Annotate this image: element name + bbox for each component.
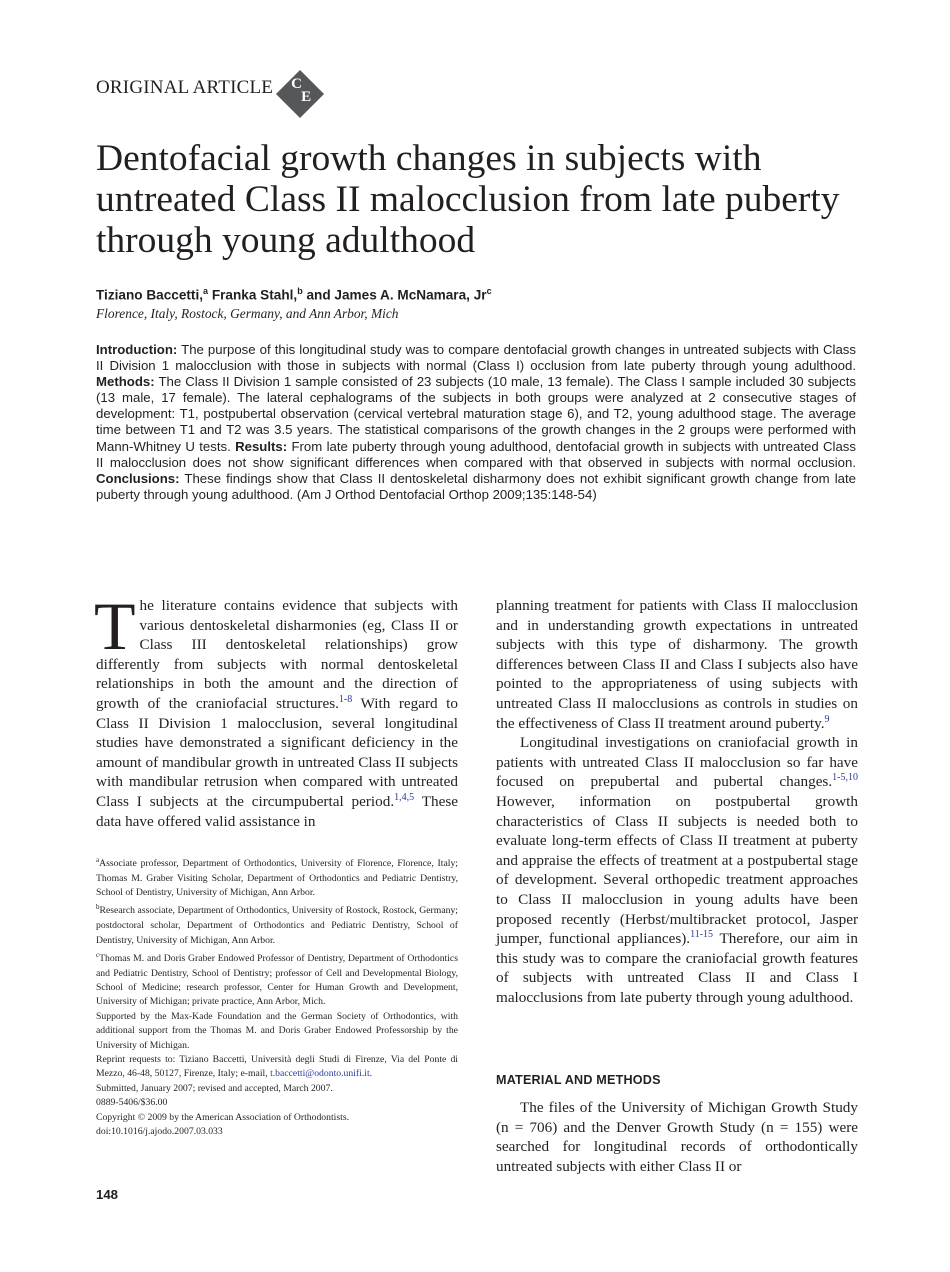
footnote-mark: b [96,903,100,912]
citation-link[interactable]: 1-8 [338,693,353,705]
abstract-conclusions-label: Conclusions: [96,470,180,486]
badge-letter-c: C [291,76,302,92]
author-name: Franka Stahl, [211,287,298,303]
body-text: planning treatment for patients with Class II malocclusion and in understanding growth expectations in untreated subjects with this type of disharmony. The growth differences between Class II and Class I subjects also have pointed to the appropriateness of using subjects with untreated Class II malocclusions as controls in studies on the effectiveness of Class II treatment around puberty. [496,597,858,732]
body-paragraph [94,588,458,831]
author-affil-mark: c [486,286,492,296]
citation-link[interactable]: 9 [824,713,830,725]
footnote-text: Reprint requests to: Tiziano Baccetti, Università degli Studi di Firenze, Via del Ponte di Mezzo, 46-48, 50127, Firenze, Italy; e-mail, [96,1053,458,1080]
article-header [96,68,325,108]
footnote-issn: 0889-5406/$36.00 [96,1097,168,1109]
abstract-methods-label: Methods: [96,374,155,390]
email-link[interactable]: t.baccetti@odonto.unifi.it [270,1068,370,1080]
author-affil-mark: b [297,286,303,296]
section-label: ORIGINAL ARTICLE [96,77,274,98]
body-text: Therefore, our aim in this study was to compare the craniofacial growth features of subjects with untreated Class II and Class I malocclusions from late puberty through young adulthood. [496,930,858,1006]
abstract-methods-text: The Class II Division 1 sample consisted of 23 subjects (10 male, 13 female). The Class I sample included 30 subjects (13 male, 17 female). The lateral cephalograms of the subjects in both groups were analyzed at 2 consecutive stages of development: T1, postpubertal observation (cervical vertebral maturation stage 6), and T2, young adulthood stage. The average time between T1 and T2 was 3.5 years. The statistical comparisons of the growth changes in the 2 groups were performed with Mann-Whitney U tests. [96,374,856,454]
footnote-text: . [369,1068,373,1080]
abstract-results-text: From late puberty through young adulthood, dentofacial growth in subjects with untreated Class II malocclusion does not show significant differences when compared with that observed in subjects with normal occlusion. [96,438,856,470]
body-text: Longitudinal investigations on craniofacial growth in patients with untreated Class II malocclusion so far have focused on prepubertal and pubertal changes. [496,734,858,791]
citation-link[interactable]: 1,4,5 [394,791,415,803]
footnote-support: Supported by the Max-Kade Foundation and the German Society of Orthodontics, with additional support from the Thomas M. and Doris Graber Endowed Professorship by the University of Michigan. [96,1010,458,1051]
body-column-right [496,596,858,1007]
footnotes [96,853,458,1139]
footnote-mark: c [96,950,100,959]
body-paragraph [496,733,858,1007]
abstract [96,342,856,503]
body-paragraph: The files of the University of Michigan Growth Study (n = 706) and the Denver Growth Study (n = 155) were searched for longitudinal records of orthodontically untreated subjects with either Class II or [496,1099,858,1175]
footnote-affiliation-b [96,900,458,947]
page-number: 148 [96,1187,119,1202]
badge-letter-e: E [301,89,312,105]
citation-link[interactable]: 1-5,10 [832,772,858,784]
body-text: These data have offered valid assistance in [96,792,458,830]
footnote-text: Thomas M. and Doris Graber Endowed Professor of Dentistry, Department of Orthodontics and Pediatric Dentistry, School of Dentistry; professor of Cell and Developmental Biology, School of Medicine; research professor, Center for Human Growth and Development, University of Michigan; private practice, Ann Arbor, Mich. [96,953,458,1008]
footnote-copyright: Copyright © 2009 by the American Association of Orthodontists. [96,1111,350,1123]
footnote-submitted: Submitted, January 2007; revised and accepted, March 2007. [96,1082,333,1094]
abstract-results-label: Results: [235,438,288,454]
footnote-doi: doi:10.1016/j.ajodo.2007.03.033 [96,1126,223,1138]
footnote-mark: a [96,856,100,864]
body-text: With regard to Class II Division 1 malocclusion, several longitudinal studies have demonstrated a significant deficiency in the amount of mandibular growth in untreated Class II subjects with mandibular retrusion when compared with untreated Class I subjects at the circumpubertal period. [96,694,458,810]
abstract-intro-label: Introduction: [96,342,178,357]
footnote-text: Research associate, Department of Orthodontics, University of Rostock, Rostock, Germany; postdoctoral scholar, Department of Orthodontics and Pediatric Dentistry, School of Dentistry, University of Michigan, Ann Arbor. [96,905,458,946]
body-column-right-continued [496,1098,858,1176]
author-list [96,286,492,303]
abstract-intro-text: The purpose of this longitudinal study was to compare dentofacial growth changes in untreated subjects with Class II Division 1 malocclusion with those in subjects with normal (Class I) occlusion from late puberty through young adulthood. [96,342,856,374]
body-text: However, information on postpubertal growth characteristics of Class II subjects is needed both to evaluate long-term effects of Class II treatment at puberty and appraise the effects of treatment at a postpubertal stage of development. Several orthopedic treatment approaches to Class II malocclusion in young adults have been proposed recently (Herbst/multibracket protocol, Jasper jumper, functional appliances). [496,792,858,948]
section-heading: MATERIAL AND METHODS [496,1073,661,1087]
article-title: Dentofacial growth changes in subjects with untreated Class II malocclusion from late puberty through young adulthood [96,138,840,261]
body-paragraph [496,596,858,733]
body-text: he literature contains evidence that subjects with various dentoskeletal disharmonies (eg, Class II or Class III dentoskeletal relationships) grow differently from subjects with normal dentoskeletal relationships in both the amount and the direction of growth of the craniofacial structures. [96,597,458,712]
abstract-conclusions-text: These findings show that Class II dentoskeletal disharmony does not exhibit significant growth change from late puberty through young adulthood. (Am J Orthod Dentofacial Orthop 2009;135:148-54) [96,470,856,502]
footnote-affiliation-a [96,853,458,900]
author-locations: Florence, Italy, Rostock, Germany, and Ann Arbor, Mich [96,306,399,321]
footnote-affiliation-c [96,948,458,1010]
ce-badge-icon [275,69,325,119]
author-name: Tiziano Baccetti, [96,287,204,303]
footnote-text: Associate professor, Department of Orthodontics, University of Florence, Florence, Italy; Thomas M. Graber Visiting Scholar, Department of Orthodontics and Pediatric Dentistry, School of Dentistry, University of Michigan, Ann Arbor. [96,858,458,899]
author-affil-mark: a [203,286,209,296]
drop-cap: T [94,588,136,664]
citation-link[interactable]: 11-15 [690,929,714,941]
body-column-left [94,588,458,831]
footnote-reprint [96,1053,458,1082]
author-name: and James A. McNamara, Jr [306,287,487,303]
